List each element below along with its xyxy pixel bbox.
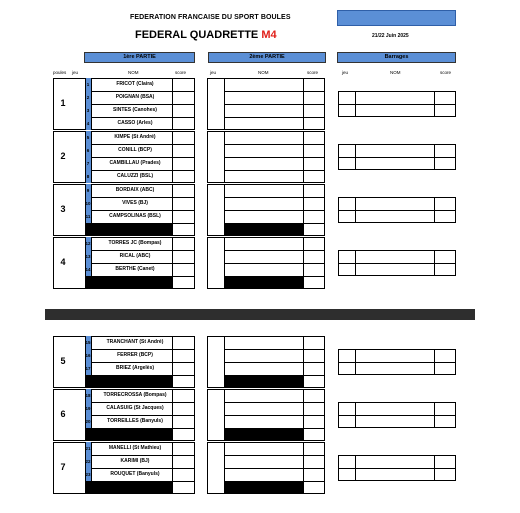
partie2-row-divider [224,402,325,403]
partie2-bye-row [224,428,303,441]
partie2-bye-row [224,276,303,289]
jeu-divider [85,442,86,494]
row-divider [85,210,195,211]
partie2-bye-row [224,375,303,388]
team-name: BORDAIX (ABC) [115,187,155,193]
poule-label: 6 [60,409,66,419]
row-divider [85,197,195,198]
title-category: M4 [261,29,277,41]
section-header-partie2: 2ème PARTIE [208,52,326,63]
team-name: CONILL (BCP) [118,147,152,153]
col-header-jeu-3: jeu [342,70,349,75]
team-name: RICAL (ABC) [119,253,151,259]
team-number: 22 [85,455,92,468]
barrage-row-divider [338,362,456,363]
team-number: 6 [85,144,92,157]
partie2-row-divider [224,349,325,350]
partie2-row-divider [224,144,325,145]
team-number: 14 [85,263,92,276]
row-divider [85,157,195,158]
partie2-row-divider [224,104,325,105]
team-name: KIMPE (St André) [114,134,156,140]
partie2-row-divider [224,362,325,363]
team-number: 13 [85,250,92,263]
row-divider [85,362,195,363]
team-name: POIGNAN (BSA) [115,94,155,100]
jeu-divider [85,184,86,236]
team-number: 7 [85,157,92,170]
col-header-nom-2: NOM [258,70,269,75]
col-header-poules: poules [53,70,67,75]
team-name: CAMBILLAU (Prades) [109,160,161,166]
partie2-row-divider [224,157,325,158]
section-header-barrages: Barrages [337,52,456,63]
team-name: BRIEZ (Argelès) [115,365,155,371]
barrage-row-divider [338,263,456,264]
col-header-jeu-2: jeu [210,70,217,75]
partie2-row-divider [224,468,325,469]
partie2-row-divider [224,91,325,92]
team-number: 12 [85,237,92,250]
title-main: FEDERAL QUADRETTE [135,29,262,41]
team-name: CALASUIG (St Jacques) [106,405,164,411]
bye-row [85,223,172,236]
team-number: 9 [85,184,92,197]
jeu-divider [85,237,86,289]
team-name: TORRECROSSA (Bompas) [103,392,167,398]
bye-row [85,481,172,494]
team-number: 15 [85,336,92,349]
partie2-row-divider [224,415,325,416]
barrage-row-divider [338,157,456,158]
partie2-row-divider [224,170,325,171]
team-name: SINTES (Canohes) [113,107,157,113]
section-divider [45,309,475,320]
team-name: FERRER (BCP) [117,352,153,358]
team-name: FRICOT (Claira) [116,81,154,87]
row-divider [85,349,195,350]
team-number: 8 [85,170,92,183]
barrage-row-divider [338,415,456,416]
partie2-row-divider [224,263,325,264]
team-number: 4 [85,117,92,130]
team-name: MANELLI (St Mathieu) [108,445,162,451]
team-name: BERTHE (Canet) [115,266,155,272]
jeu-divider [85,389,86,441]
row-divider [85,263,195,264]
jeu-divider [85,336,86,388]
col-header-score-2: score [307,70,319,75]
team-number: 20 [85,415,92,428]
partie2-row-divider [224,210,325,211]
team-number: 23 [85,468,92,481]
poule-label: 4 [60,257,66,267]
barrage-row-divider [338,210,456,211]
bye-row [85,428,172,441]
partie2-bye-row [224,481,303,494]
row-divider [85,402,195,403]
team-number: 17 [85,362,92,375]
team-name: CAMPSOLINAS (BSL) [109,213,161,219]
poule-label: 2 [60,151,66,161]
jeu-divider [85,131,86,183]
header-color-box [337,10,456,26]
jeu-divider [85,78,86,130]
team-number: 19 [85,402,92,415]
row-divider [85,104,195,105]
team-number: 11 [85,210,92,223]
col-header-score-3: score [440,70,452,75]
col-header-nom: NOM [128,70,139,75]
row-divider [85,468,195,469]
team-number: 3 [85,104,92,117]
team-number: 21 [85,442,92,455]
team-name: CASSO (Arles) [117,120,153,126]
team-name: KARIMI (BJ) [120,458,150,464]
row-divider [85,144,195,145]
row-divider [85,455,195,456]
team-name: TRANCHANT (St André) [106,339,164,345]
poule-label: 3 [60,204,66,214]
row-divider [85,170,195,171]
partie2-bye-row [224,223,303,236]
team-name: VIVES (BJ) [122,200,148,206]
poule-label: 5 [60,356,66,366]
row-divider [85,250,195,251]
team-number: 2 [85,91,92,104]
organization-name: FEDERATION FRANCAISE DU SPORT BOULES [130,14,291,21]
row-divider [85,415,195,416]
partie2-row-divider [224,117,325,118]
partie2-row-divider [224,197,325,198]
team-name: CALUZZI (BSL) [116,173,154,179]
col-header-jeu: jeu [72,70,79,75]
col-header-nom-3: NOM [390,70,401,75]
event-date: 21/22 Juin 2025 [372,33,409,39]
team-number: 1 [85,78,92,91]
col-header-score: score [175,70,187,75]
barrage-row-divider [338,104,456,105]
team-number: 18 [85,389,92,402]
bye-row [85,375,172,388]
team-name: TORRES JC (Bompas) [108,240,162,246]
bye-row [85,276,172,289]
row-divider [85,91,195,92]
team-number: 10 [85,197,92,210]
poule-label: 1 [60,98,66,108]
partie2-row-divider [224,250,325,251]
section-header-partie1: 1ère PARTIE [84,52,195,63]
row-divider [85,117,195,118]
partie2-row-divider [224,455,325,456]
team-number: 16 [85,349,92,362]
poule-label: 7 [60,462,66,472]
barrage-row-divider [338,468,456,469]
team-number: 5 [85,131,92,144]
team-name: TORREILLES (Banyuls) [107,418,163,424]
page-title [135,29,277,41]
team-name: ROUQUET (Banyuls) [110,471,160,477]
